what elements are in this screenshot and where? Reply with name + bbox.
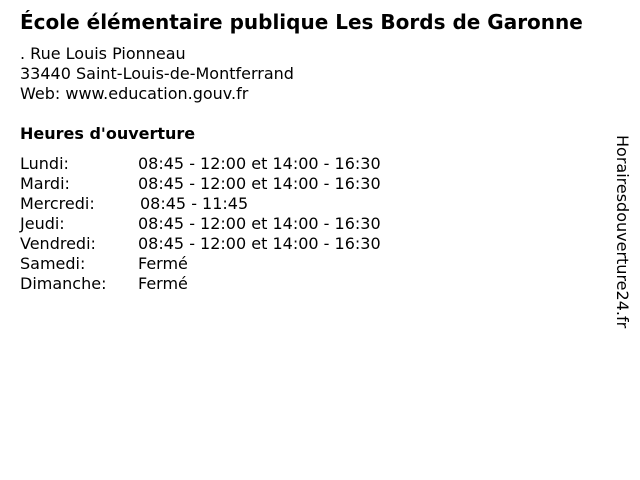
- day-label: Lundi:: [20, 154, 69, 173]
- time-value: 08:45 - 12:00 et 14:00 - 16:30: [138, 234, 381, 253]
- website: Web: www.education.gouv.fr: [20, 84, 249, 103]
- time-value: Fermé: [138, 254, 188, 273]
- hours-row-jeudi: [20, 214, 381, 234]
- hours-row-samedi: [20, 254, 381, 274]
- hours-row-dimanche: [20, 274, 381, 294]
- time-value: 08:45 - 12:00 et 14:00 - 16:30: [138, 154, 381, 173]
- day-label: Vendredi:: [20, 234, 96, 253]
- day-label: Dimanche:: [20, 274, 107, 293]
- hours-row-mardi: [20, 174, 381, 194]
- time-value: 08:45 - 12:00 et 14:00 - 16:30: [138, 174, 381, 193]
- time-value: 08:45 - 12:00 et 14:00 - 16:30: [138, 214, 381, 233]
- hours-row-mercredi: [20, 194, 381, 214]
- time-value: 08:45 - 11:45: [140, 194, 249, 213]
- day-label: Mardi:: [20, 174, 70, 193]
- address-block: [20, 44, 294, 104]
- address-street: . Rue Louis Pionneau: [20, 44, 186, 63]
- hours-row-vendredi: [20, 234, 381, 254]
- hours-row-lundi: [20, 154, 381, 174]
- school-name: École élémentaire publique Les Bords de Garonne: [20, 10, 583, 34]
- day-label: Mercredi:: [20, 194, 95, 213]
- address-city: 33440 Saint-Louis-de-Montferrand: [20, 64, 294, 83]
- opening-hours-list: [20, 154, 381, 294]
- day-label: Samedi:: [20, 254, 86, 273]
- day-label: Jeudi:: [20, 214, 65, 233]
- hours-heading: Heures d'ouverture: [20, 124, 196, 143]
- site-watermark: Horairesdouverture24.fr: [613, 135, 632, 329]
- time-value: Fermé: [138, 274, 188, 293]
